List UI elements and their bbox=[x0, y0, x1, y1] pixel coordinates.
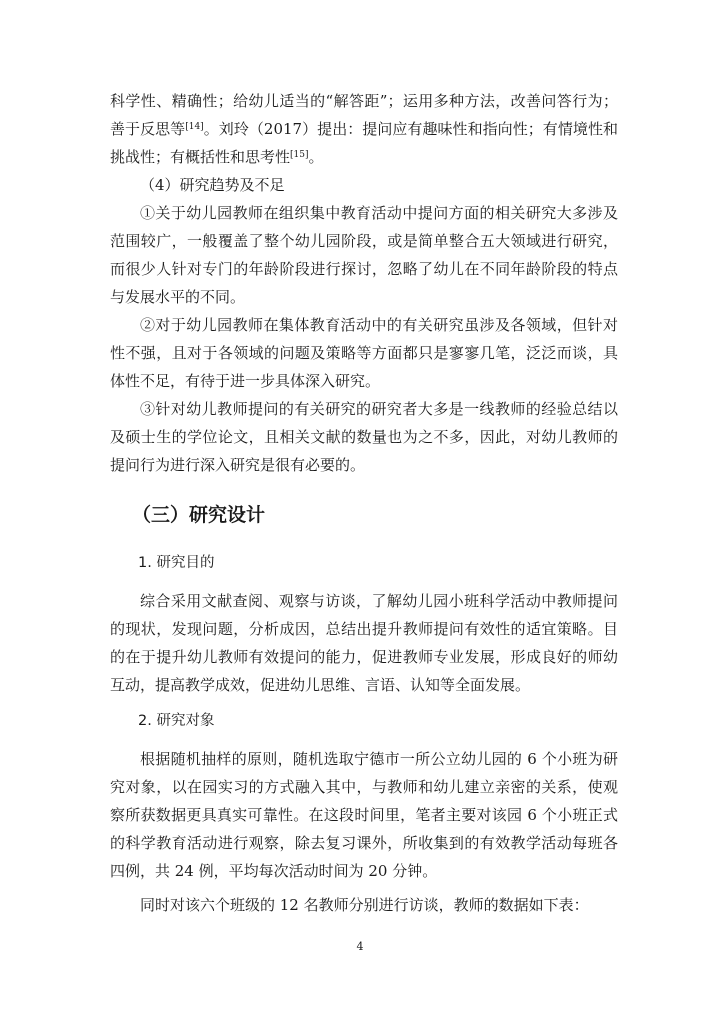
page-content bbox=[110, 87, 618, 919]
continuation-paragraph bbox=[110, 87, 618, 171]
subjects-paragraph-1: 根据随机抽样的原则，随机选取宁德市一所公立幼儿园的 6 个小班为研究对象，以在园实习的方式融入其中，与教师和幼儿建立亲密的关系，使观察所获数据更具真实可靠性。在这段时间里，笔者主要对该园 6 个小班正式的科学教育活动进行观察，除去复习课外，所收集到的有效教学活动每班各四例，共 24 例，平均每次活动时间为 20 分钟。 bbox=[110, 750, 618, 880]
continuation-text-b: 。刘玲（2017）提出：提问应有趣味性和指向性；有情境性和挑战性；有概括性和思考性 bbox=[110, 120, 618, 166]
section-title-research-design: （三）研究设计 bbox=[132, 504, 266, 526]
trend-item-3: ③针对幼儿教师提问的有关研究的研究者大多是一线教师的经验总结以及硕士生的学位论文，且相关文献的数量也为之不多，因此，对幼儿教师的提问行为进行深入研究是很有必要的。 bbox=[110, 400, 618, 474]
continuation-text-c: 。 bbox=[308, 148, 324, 166]
page-number: 4 bbox=[356, 940, 364, 953]
trend-item-1: ①关于幼儿园教师在组织集中教育活动中提问方面的相关研究大多涉及范围较广，一般覆盖了整个幼儿园阶段，或是简单整合五大领域进行研究，而很少人针对专门的年龄阶段进行探讨，忽略了幼儿在不同年龄阶段的特点与发展水平的不同。 bbox=[110, 204, 618, 306]
citation-15: [15] bbox=[290, 150, 309, 160]
trend-item-2: ②对于幼儿园教师在集体教育活动中的有关研究虽涉及各领域，但针对性不强，且对于各领域的问题及策略等方面都只是寥寥几笔，泛泛而谈，具体性不足，有待于进一步具体深入研究。 bbox=[110, 316, 618, 390]
continuation-text-a: 科学性、精确性；给幼儿适当的“解答距”；运用多种方法，改善问答行为；善于反思等 bbox=[110, 92, 618, 138]
purpose-heading: 1. 研究目的 bbox=[138, 555, 215, 571]
citation-14: [14] bbox=[185, 122, 204, 132]
purpose-paragraph: 综合采用文献查阅、观察与访谈，了解幼儿园小班科学活动中教师提问的现状，发现问题，分析成因，总结出提升教师提问有效性的适宜策略。目的在于提升幼儿教师有效提问的能力，促进教师专业发展，形成良好的师幼互动，提高教学成效，促进幼儿思维、言语、认知等全面发展。 bbox=[110, 592, 618, 694]
subjects-paragraph-2: 同时对该六个班级的 12 名教师分别进行访谈，教师的数据如下表： bbox=[140, 896, 589, 914]
subjects-heading: 2. 研究对象 bbox=[138, 713, 215, 729]
trends-heading: （4）研究趋势及不足 bbox=[140, 176, 285, 194]
